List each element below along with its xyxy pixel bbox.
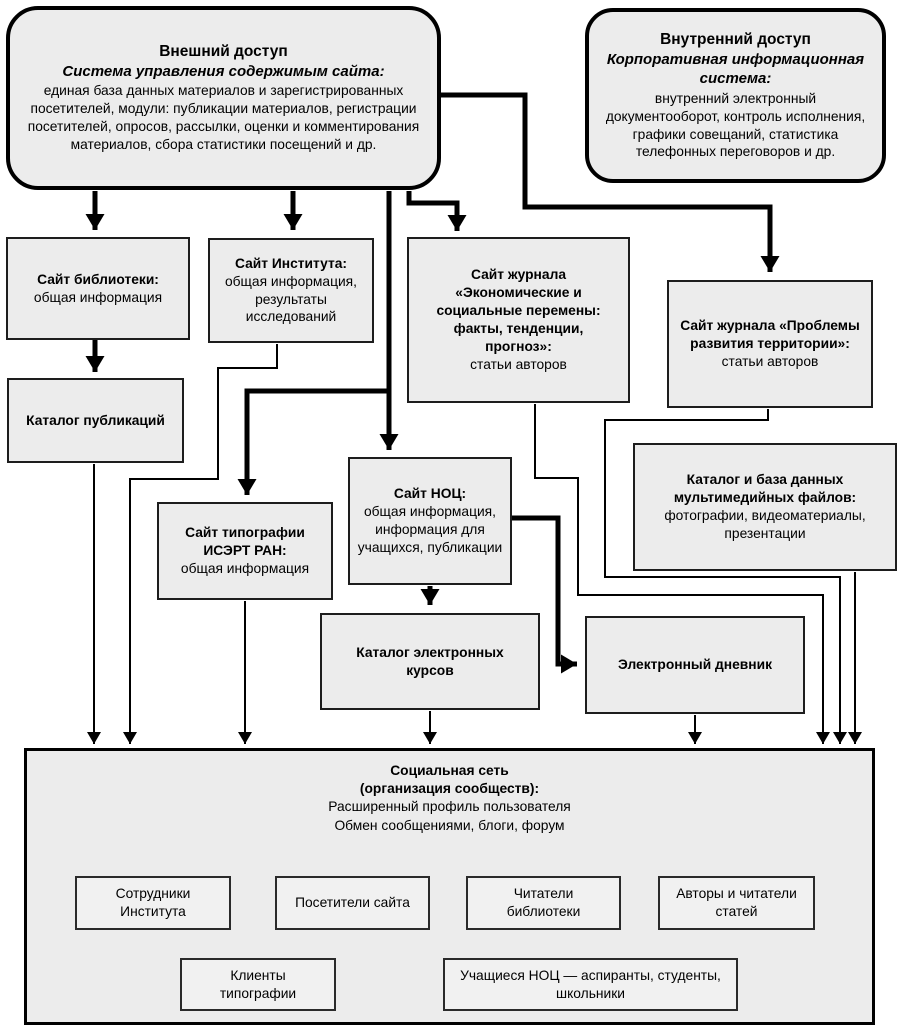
node-media-catalog [633,443,897,571]
node-subtitle: Корпоративная информационная система: [606,50,865,88]
group-article-authors-readers [658,876,815,930]
node-title: Внешний доступ [159,42,288,60]
group-label: Учащиеся НОЦ — аспиранты, студенты, школьники [460,967,721,1001]
node-title: Сайт журнала «Проблемы развития территории»: [680,318,860,352]
node-title: Сайт библиотеки: [37,271,159,287]
group-noc-students [443,958,738,1011]
arrow-cms-journal-esc [409,191,457,231]
node-subtitle: (организация сообществ): [359,781,540,797]
node-journal-prt [667,280,873,408]
node-title: Социальная сеть [390,763,509,778]
group-library-readers [466,876,621,930]
node-title: Сайт типографии ИСЭРТ РАН: [185,525,305,559]
node-body-line: Обмен сообщениями, блоги, форум [334,817,565,833]
node-title: Каталог публикаций [26,412,165,428]
group-institute-staff [75,876,231,930]
node-body: общая информация, информация для учащихся, публикации [357,504,503,555]
node-body: фотографии, видеоматериалы, презентации [664,508,866,541]
node-title: Внутренний доступ [660,30,811,48]
node-title: Каталог электронных курсов [356,644,504,678]
node-body-line: Расширенный профиль пользователя [328,799,571,815]
node-e-diary [585,616,805,714]
node-body: общая информация, результаты исследований [224,273,357,325]
node-body: единая база данных материалов и зарегистрированных посетителей, модули: публикации материалов, регистрации посетителей, опросов, рассылки, оценки и комментирования материалов, сбора статистики посещений и др. [27,83,420,153]
node-library-site [6,237,190,340]
node-title: Сайт НОЦ: [393,486,467,502]
social-network-header [27,762,872,835]
node-journal-esc [407,237,630,403]
group-printing-clients [180,958,336,1011]
node-institute-site [208,238,374,343]
node-courses-catalog [320,613,540,710]
group-label: Посетители сайта [295,895,410,911]
node-subtitle: Система управления содержимым сайта: [62,62,385,80]
group-label: Сотрудники Института [115,886,191,919]
node-title: Сайт журнала «Экономические и социальные перемены: факты, тенденции, прогноз»: [436,267,601,354]
node-body: внутренний электронный документооборот, контроль исполнения, графики совещаний, статистика телефонных переговоров и др. [605,90,866,160]
group-label: Авторы и читатели статей [676,886,797,919]
node-printing-site [157,502,333,600]
node-body: статьи авторов [721,353,819,369]
group-label: Клиенты типографии [219,967,297,1001]
node-internal-access [585,8,886,183]
node-body: общая информация [180,560,310,576]
node-body: общая информация [33,289,163,305]
node-title: Каталог и база данных мультимедийных файлов: [673,472,857,506]
group-site-visitors [275,876,430,930]
node-title: Сайт Института: [234,255,347,271]
group-label: Читатели библиотеки [506,886,581,919]
node-body: статьи авторов [470,356,567,372]
node-external-access [6,6,441,190]
node-social-network [24,748,875,1025]
node-noc-site [348,457,512,585]
node-publications-catalog [7,378,184,463]
node-title: Электронный дневник [618,657,772,673]
